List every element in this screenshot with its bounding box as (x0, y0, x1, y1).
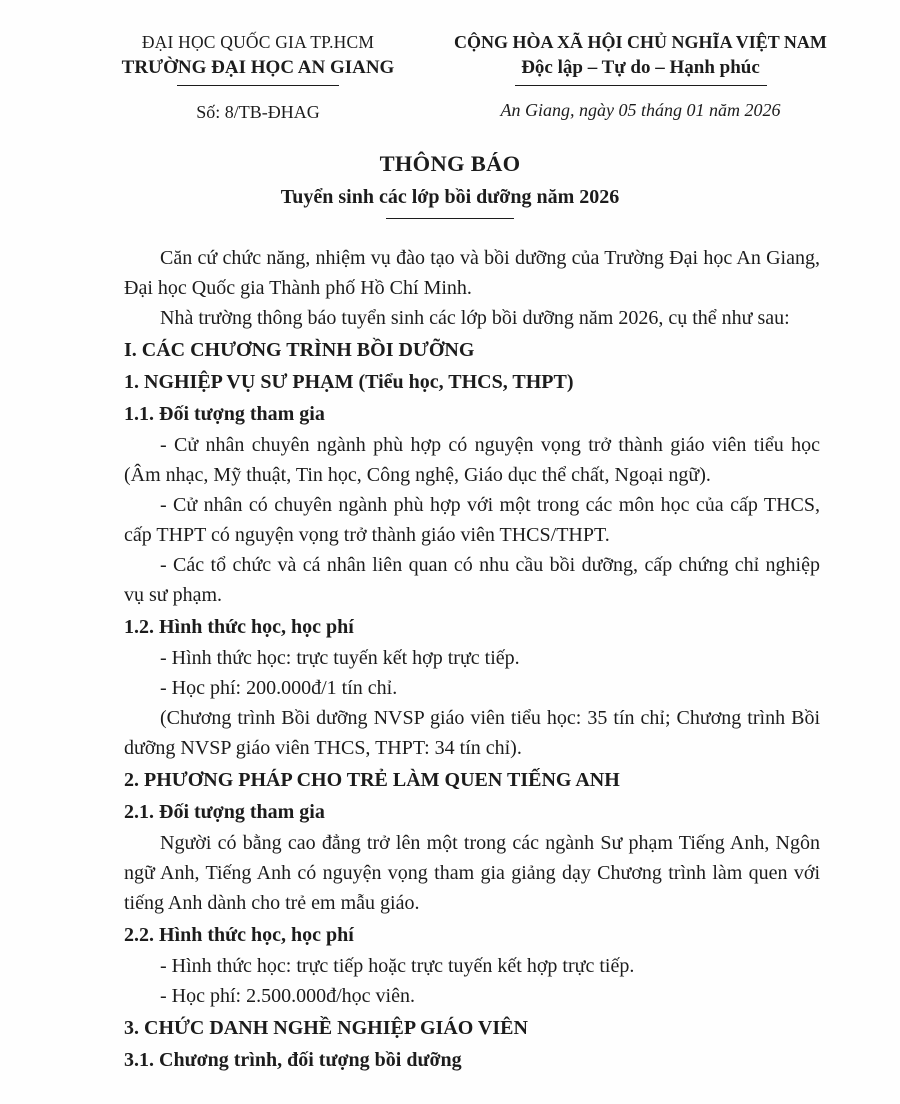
document-body (0, 219, 900, 1075)
document-subtitle: Tuyển sinh các lớp bồi dưỡng năm 2026 (280, 186, 620, 208)
body-heading: 1.2. Hình thức học, học phí (124, 616, 354, 638)
document-title: THÔNG BÁO (379, 151, 521, 176)
body-paragraph: - Học phí: 2.500.000đ/học viên. (160, 985, 415, 1007)
document-number: Số: 8/TB-ĐHAG (196, 102, 320, 122)
body-heading: I. CÁC CHƯƠNG TRÌNH BỒI DƯỠNG (124, 339, 475, 361)
title-block (0, 151, 900, 219)
place-and-date: An Giang, ngày 05 tháng 01 năm 2026 (500, 100, 781, 120)
national-motto-block (443, 32, 838, 123)
body-paragraph: Người có bằng cao đẳng trở lên một trong các ngành Sư phạm Tiếng Anh, Ngôn ngữ Anh, Tiếng Anh có nguyện vọng tham gia giảng dạy Chương trình làm quen với tiếng Anh dành cho trẻ em mẫu giáo. (124, 832, 820, 914)
body-paragraph: - Hình thức học: trực tuyến kết hợp trực tiếp. (160, 647, 520, 669)
body-paragraph: (Chương trình Bồi dưỡng NVSP giáo viên tiểu học: 35 tín chỉ; Chương trình Bồi dưỡng NVSP giáo viên THCS, THPT: 34 tín chỉ). (124, 707, 820, 759)
body-paragraph: Nhà trường thông báo tuyển sinh các lớp bồi dưỡng năm 2026, cụ thể như sau: (160, 307, 790, 329)
body-heading: 3.1. Chương trình, đối tượng bồi dưỡng (124, 1049, 462, 1071)
body-paragraph: - Cử nhân chuyên ngành phù hợp có nguyện vọng trở thành giáo viên tiểu học (Âm nhạc, Mỹ thuật, Tin học, Công nghệ, Giáo dục thể chất, Ngoại ngữ). (124, 434, 820, 486)
body-paragraph: - Cử nhân có chuyên ngành phù hợp với một trong các môn học của cấp THCS, cấp THPT có nguyện vọng trở thành giáo viên THCS/THPT. (124, 494, 820, 546)
body-heading: 3. CHỨC DANH NGHỀ NGHIỆP GIÁO VIÊN (124, 1017, 528, 1039)
body-paragraph: Căn cứ chức năng, nhiệm vụ đào tạo và bồi dưỡng của Trường Đại học An Giang, Đại học Quốc gia Thành phố Hồ Chí Minh. (124, 247, 820, 299)
motto-underline (515, 85, 767, 86)
body-heading: 2.2. Hình thức học, học phí (124, 924, 354, 946)
body-paragraph: - Hình thức học: trực tiếp hoặc trực tuyến kết hợp trực tiếp. (160, 955, 635, 977)
body-heading: 1. NGHIỆP VỤ SƯ PHẠM (Tiểu học, THCS, THPT) (124, 371, 574, 393)
org-name: TRƯỜNG ĐẠI HỌC AN GIANG (121, 57, 395, 78)
national-title: CỘNG HÒA XÃ HỘI CHỦ NGHĨA VIỆT NAM (454, 32, 827, 52)
body-heading: 2. PHƯƠNG PHÁP CHO TRẺ LÀM QUEN TIẾNG ANH (124, 769, 620, 791)
national-motto: Độc lập – Tự do – Hạnh phúc (521, 57, 760, 78)
org-parent-name: ĐẠI HỌC QUỐC GIA TP.HCM (141, 32, 375, 52)
body-heading: 1.1. Đối tượng tham gia (124, 403, 325, 425)
body-paragraph: - Học phí: 200.000đ/1 tín chỉ. (160, 677, 398, 699)
issuing-org-block (108, 32, 408, 123)
body-paragraph: - Các tổ chức và cá nhân liên quan có nhu cầu bồi dưỡng, cấp chứng chỉ nghiệp vụ sư phạm. (124, 554, 820, 606)
org-name-underline (177, 85, 339, 86)
document-header (0, 0, 900, 123)
body-heading: 2.1. Đối tượng tham gia (124, 801, 325, 823)
